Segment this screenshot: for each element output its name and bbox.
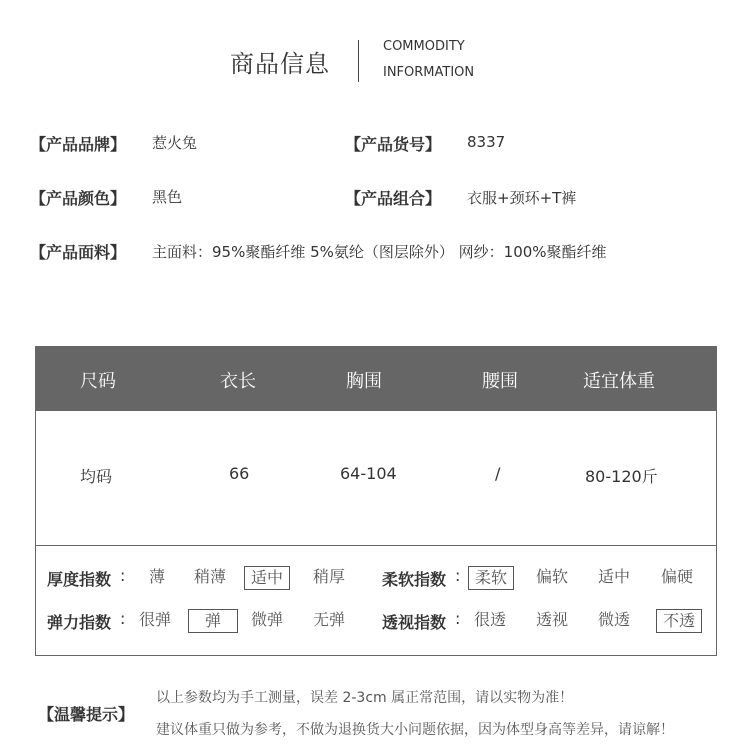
- section-title: 商品信息: [230, 50, 330, 78]
- tips-line-2: 建议体重只做为参考，不做为退换货大小问题依据，因为体型身高等差异，请谅解！: [156, 722, 674, 738]
- elasticity-colon: :: [120, 609, 126, 628]
- elasticity-option-selected: 弹: [188, 609, 238, 633]
- thickness-option: 薄: [149, 567, 166, 586]
- cell-bust: 64-104: [340, 464, 397, 483]
- softness-option: 适中: [598, 567, 631, 586]
- cell-waist: /: [495, 464, 501, 483]
- softness-option: 偏硬: [661, 567, 694, 586]
- softness-label: 柔软指数: [382, 570, 447, 589]
- cell-length: 66: [229, 464, 250, 483]
- header-weight: 适宜体重: [583, 371, 655, 392]
- combo-label: 【产品组合】: [345, 189, 442, 208]
- combo-value: 衣服+颈环+T裤: [467, 189, 577, 207]
- elasticity-option: 无弹: [313, 610, 346, 629]
- size-table-header: [36, 347, 716, 411]
- table-divider: [36, 545, 716, 546]
- section-title-en-line2: INFORMATION: [383, 65, 475, 80]
- header-bust: 胸围: [346, 371, 382, 392]
- header-waist: 腰围: [482, 371, 518, 392]
- color-label: 【产品颜色】: [30, 189, 127, 208]
- softness-colon: :: [455, 566, 461, 585]
- transparency-option: 透视: [536, 610, 569, 629]
- thickness-option: 稍薄: [194, 567, 227, 586]
- fabric-label: 【产品面料】: [30, 243, 127, 262]
- elasticity-label: 弹力指数: [47, 613, 112, 632]
- transparency-option-selected: 不透: [656, 609, 702, 633]
- cell-weight: 80-120斤: [585, 467, 658, 486]
- thickness-label: 厚度指数: [47, 570, 112, 589]
- header-length: 衣长: [220, 371, 256, 392]
- transparency-label: 透视指数: [382, 613, 447, 632]
- transparency-option: 很透: [474, 610, 507, 629]
- softness-option: 偏软: [536, 567, 569, 586]
- thickness-option: 稍厚: [313, 567, 346, 586]
- softness-option-selected: 柔软: [468, 566, 514, 590]
- color-value: 黑色: [152, 188, 183, 206]
- elasticity-option: 很弹: [139, 610, 172, 629]
- transparency-option: 微透: [598, 610, 631, 629]
- brand-value: 惹火兔: [152, 134, 198, 152]
- sku-value: 8337: [467, 133, 506, 151]
- thickness-colon: :: [120, 566, 126, 585]
- tips-label: 【温馨提示】: [38, 705, 135, 724]
- fabric-value: 主面料：95%聚酯纤维 5%氨纶（图层除外） 网纱：100%聚酯纤维: [152, 243, 607, 261]
- thickness-option-selected: 适中: [244, 566, 290, 590]
- section-title-en-line1: COMMODITY: [383, 39, 465, 54]
- elasticity-option: 微弹: [251, 610, 284, 629]
- sku-label: 【产品货号】: [345, 135, 442, 154]
- tips-line-1: 以上参数均为手工测量，误差 2-3cm 属正常范围，请以实物为准！: [156, 690, 574, 706]
- cell-size: 均码: [80, 467, 113, 486]
- transparency-colon: :: [455, 609, 461, 628]
- title-divider: [358, 40, 359, 82]
- header-size: 尺码: [80, 371, 116, 392]
- brand-label: 【产品品牌】: [30, 135, 127, 154]
